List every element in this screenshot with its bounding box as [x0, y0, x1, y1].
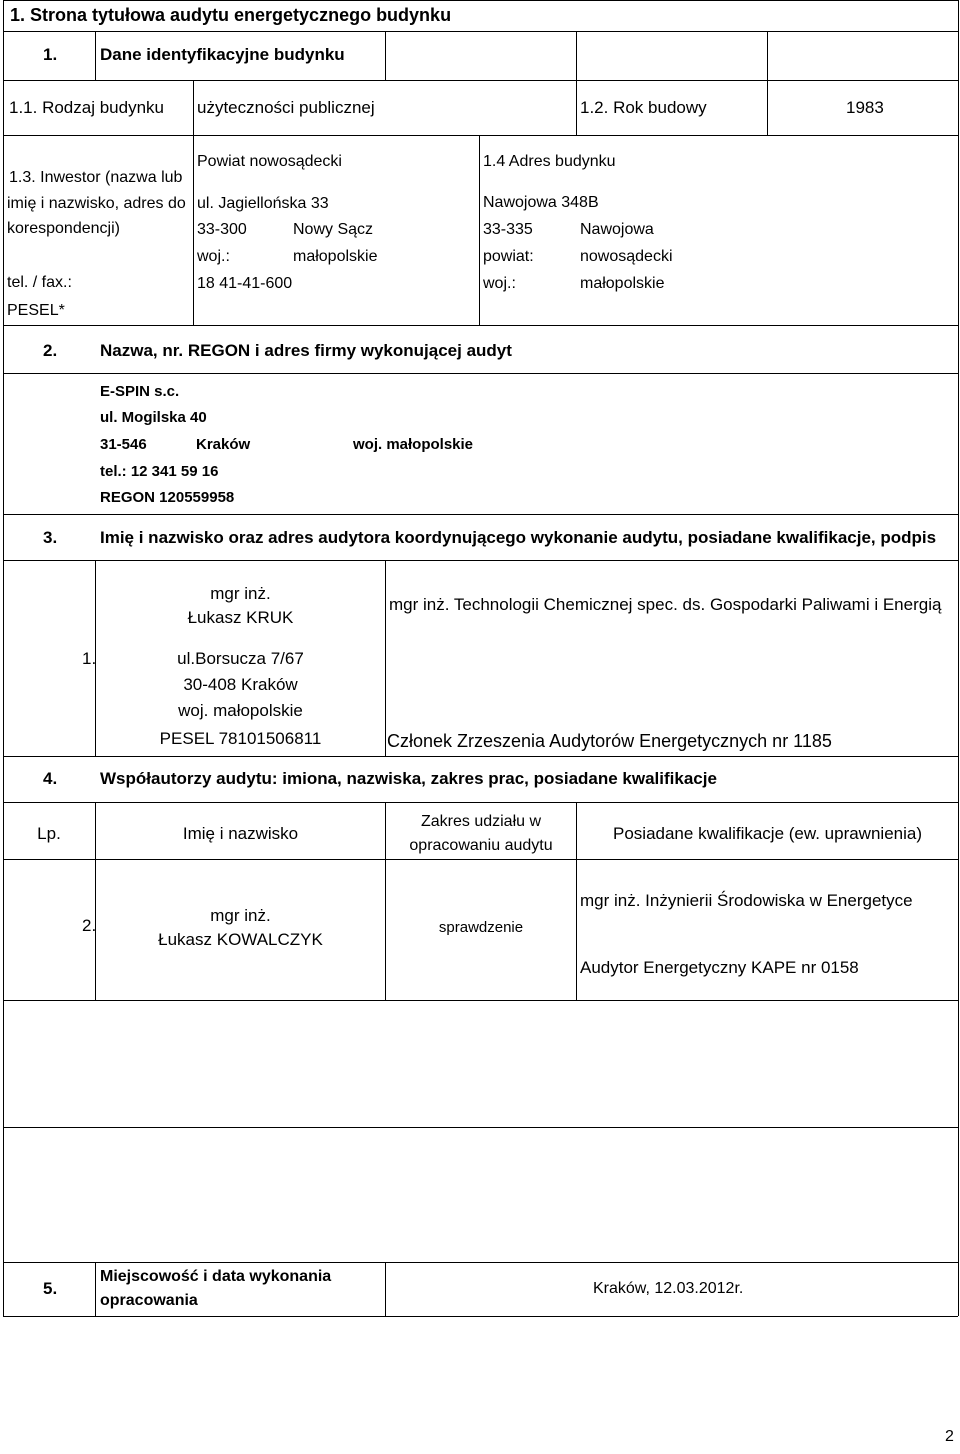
address-city: Nawojowa — [580, 221, 654, 238]
company-regon: REGON 120559958 — [100, 489, 235, 506]
address-powiat-label: powiat: — [483, 248, 534, 265]
divider — [3, 514, 958, 515]
auditor-membership: Członek Zrzeszenia Audytorów Energetycznych nr 1185 — [387, 731, 832, 751]
divider — [3, 373, 958, 374]
investor-pesel-label: PESEL* — [7, 302, 65, 319]
page-title: 1. Strona tytułowa audytu energetycznego budynku — [10, 5, 452, 25]
col-header-name: Imię i nazwisko — [182, 824, 299, 843]
auditor-address-line: woj. małopolskie — [178, 701, 303, 720]
auditor-title: mgr inż. — [210, 584, 271, 603]
divider — [95, 31, 96, 80]
divider — [193, 80, 194, 135]
coauthor-row-number: 2. — [82, 916, 97, 935]
company-street: ul. Mogilska 40 — [100, 409, 207, 426]
investor-city: Nowy Sącz — [293, 221, 374, 238]
col-header-lp: Lp. — [37, 824, 61, 843]
build-year-label: 1.2. Rok budowy — [580, 98, 707, 117]
investor-label-line: imię i nazwisko, adres do — [7, 195, 186, 212]
investor-label-line: korespondencji) — [7, 220, 120, 237]
coauthor-name: Łukasz KOWALCZYK — [158, 930, 323, 949]
divider — [3, 1262, 958, 1263]
investor-label-line: 1.3. Inwestor (nazwa lub — [9, 169, 183, 186]
company-name: E-SPIN s.c. — [100, 383, 180, 400]
divider — [767, 31, 768, 80]
auditor-address-line: ul.Borsucza 7/67 — [177, 649, 304, 668]
frame-top-border — [3, 0, 958, 1]
section-2-title: Nazwa, nr. REGON i adres firmy wykonującej audyt — [100, 341, 512, 360]
coauthor-title: mgr inż. — [210, 906, 271, 925]
section-2-number: 2. — [43, 341, 58, 360]
address-zip: 33-335 — [483, 221, 533, 238]
divider — [576, 31, 577, 80]
divider — [193, 135, 194, 325]
divider — [3, 325, 958, 326]
coauthor-scope: sprawdzenie — [438, 919, 524, 936]
address-woj: małopolskie — [580, 275, 665, 292]
divider — [479, 135, 480, 325]
col-header-scope: opracowaniu audytu — [409, 837, 553, 854]
divider — [576, 859, 577, 1000]
divider — [3, 1127, 958, 1128]
frame-left-border — [3, 0, 4, 1316]
address-street: Nawojowa 348B — [483, 194, 599, 211]
divider — [3, 31, 958, 32]
divider — [3, 560, 958, 561]
col-header-scope: Zakres udziału w — [420, 813, 542, 830]
build-year-value: 1983 — [846, 98, 884, 117]
divider — [3, 859, 958, 860]
divider — [385, 560, 386, 756]
section-3-number: 3. — [43, 528, 58, 547]
section-5-number: 5. — [43, 1279, 58, 1298]
investor-woj: małopolskie — [293, 248, 378, 265]
auditor-pesel: PESEL 78101506811 — [159, 729, 322, 748]
col-header-qualifications: Posiadane kwalifikacje (ew. uprawnienia) — [613, 824, 922, 843]
address-powiat: nowosądecki — [580, 248, 673, 265]
frame-right-border — [958, 0, 959, 1316]
address-label: 1.4 Adres budynku — [483, 153, 616, 170]
section-4-title: Współautorzy audytu: imiona, nazwiska, zakres prac, posiadane kwalifikacje — [100, 769, 717, 788]
company-tel: tel.: 12 341 59 16 — [100, 463, 219, 480]
divider — [576, 80, 577, 135]
divider — [385, 31, 386, 80]
divider — [3, 80, 958, 81]
divider — [3, 756, 958, 757]
company-city: Kraków — [196, 436, 251, 453]
divider — [385, 1262, 386, 1316]
divider — [3, 135, 958, 136]
divider — [3, 802, 958, 803]
investor-tel: 18 41-41-600 — [197, 275, 293, 292]
page-number: 2 — [945, 1428, 954, 1445]
auditor-name: Łukasz KRUK — [187, 608, 294, 627]
auditor-qualification: mgr inż. Technologii Chemicznej spec. ds. Gospodarki Paliwami i Energią — [389, 595, 942, 614]
investor-zip: 33-300 — [197, 221, 247, 238]
place-date-label: Miejscowość i data wykonania — [100, 1268, 332, 1285]
investor-tel-label: tel. / fax.: — [7, 274, 72, 291]
divider — [3, 1316, 958, 1317]
investor-street: ul. Jagiellońska 33 — [197, 195, 329, 212]
divider — [767, 80, 768, 135]
investor-name: Powiat nowosądecki — [197, 153, 342, 170]
section-1-title: Dane identyfikacyjne budynku — [100, 45, 345, 64]
section-3-title: Imię i nazwisko oraz adres audytora koordynującego wykonanie audytu, posiadane kwalifikacje, podpis — [100, 528, 937, 547]
place-date-value: Kraków, 12.03.2012r. — [593, 1280, 744, 1297]
divider — [95, 1262, 96, 1316]
company-zip: 31-546 — [100, 436, 147, 453]
section-4-number: 4. — [43, 769, 58, 788]
building-type-value: użyteczności publicznej — [197, 98, 375, 117]
auditor-row-number: 1. — [82, 649, 97, 668]
place-date-label: opracowania — [100, 1292, 198, 1309]
building-type-label: 1.1. Rodzaj budynku — [9, 98, 164, 117]
section-1-number: 1. — [43, 45, 58, 64]
address-woj-label: woj.: — [483, 275, 516, 292]
investor-woj-label: woj.: — [197, 248, 230, 265]
coauthor-qualification: mgr inż. Inżynierii Środowiska w Energetyce — [580, 891, 913, 910]
company-woj: woj. małopolskie — [353, 436, 474, 453]
divider — [3, 1000, 958, 1001]
auditor-address-line: 30-408 Kraków — [183, 675, 298, 694]
coauthor-qualification: Audytor Energetyczny KAPE nr 0158 — [580, 958, 859, 977]
